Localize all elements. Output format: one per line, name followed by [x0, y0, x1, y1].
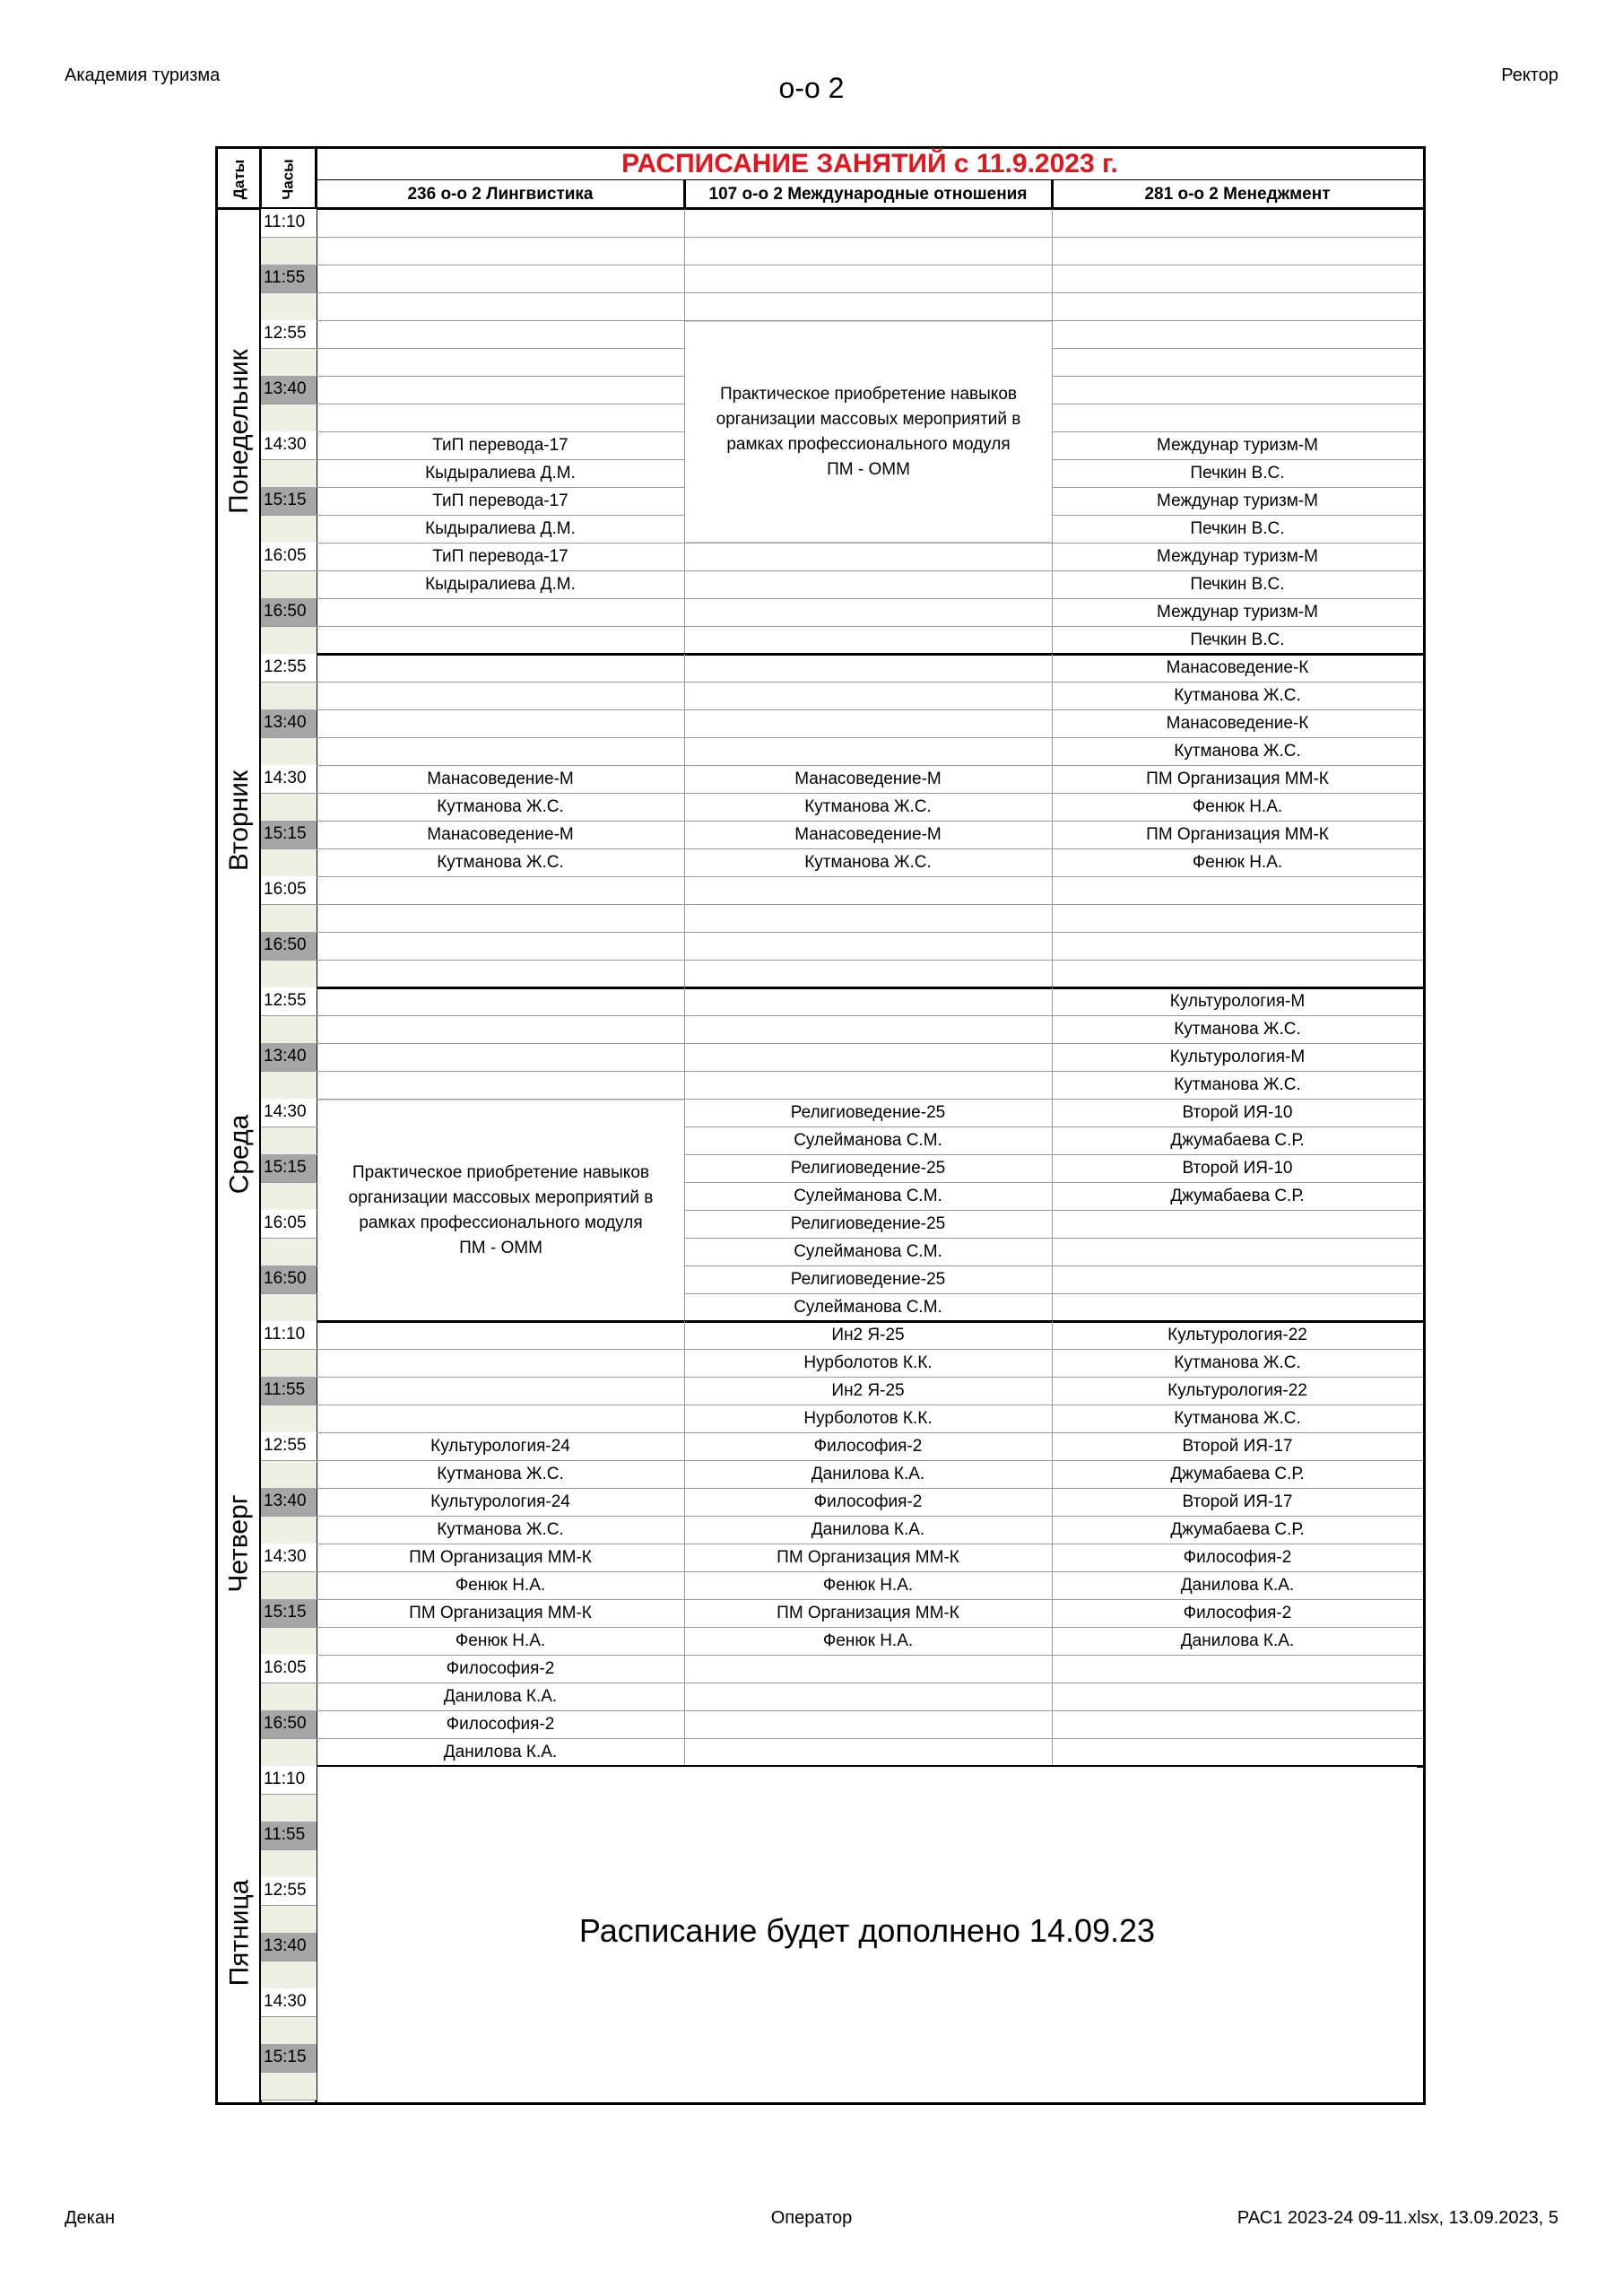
schedule-cell: Манасоведение-М: [427, 769, 574, 788]
schedule-cell: [684, 1738, 1052, 1766]
col-hours-label: Часы: [280, 158, 297, 200]
schedule-cell: [317, 876, 684, 904]
schedule-cell: Данилова К.А.: [443, 1686, 558, 1706]
time-slot: 14:30: [261, 431, 317, 459]
time-slot: 13:40: [261, 1488, 317, 1516]
schedule-cell: ТиП перевода-17: [432, 546, 568, 566]
time-slot: 12:55: [261, 1877, 317, 1905]
schedule-cell: ПМ Организация ММ-К: [409, 1603, 592, 1622]
schedule-cell: [317, 1405, 684, 1432]
schedule-cell: Ин2 Я-25: [831, 1380, 905, 1400]
schedule-cell: [317, 1321, 684, 1349]
schedule-cell: [317, 237, 684, 265]
schedule-cell: [1052, 960, 1423, 987]
schedule-cell: Второй ИЯ-10: [1182, 1158, 1293, 1178]
schedule-cell: Религиоведение-25: [790, 1158, 946, 1178]
schedule-cell: Кутманова Ж.С.: [437, 1519, 564, 1539]
schedule-cell: Фенюк Н.А.: [455, 1631, 546, 1650]
schedule-cell: Культурология-22: [1167, 1325, 1307, 1344]
schedule-cell: Культурология-24: [430, 1436, 570, 1456]
schedule-cell: [1052, 237, 1423, 265]
schedule-cell: Ин2 Я-25: [831, 1325, 905, 1344]
header-left: Академия туризма: [65, 65, 221, 85]
schedule-cell: [317, 404, 684, 431]
schedule-cell: Сулейманова С.М.: [794, 1297, 942, 1317]
schedule-cell: [684, 598, 1052, 626]
schedule-cell: Фенюк Н.А.: [1192, 852, 1283, 872]
schedule-cell: Философия-2: [813, 1436, 923, 1456]
schedule-cell: [317, 1349, 684, 1377]
day-name-1: [218, 209, 261, 654]
schedule-cell: [1052, 209, 1423, 237]
schedule-cell: [1052, 320, 1423, 348]
schedule-cell: Фенюк Н.А.: [822, 1631, 914, 1650]
schedule-cell: Джумабаева С.Р.: [1170, 1464, 1305, 1483]
schedule-cell: [1052, 904, 1423, 932]
time-slot: 16:50: [261, 1710, 317, 1738]
schedule-cell: Сулейманова С.М.: [794, 1186, 942, 1205]
schedule-cell: ПМ Организация ММ-К: [1146, 769, 1329, 788]
schedule-cell: Философия-2: [446, 1714, 555, 1734]
time-slot: 16:05: [261, 543, 317, 570]
schedule-cell: Кутманова Ж.С.: [1174, 1074, 1301, 1094]
schedule-cell: Данилова К.А.: [811, 1519, 925, 1539]
schedule-cell: [1052, 1655, 1423, 1683]
footer-left: Декан: [65, 2208, 116, 2228]
schedule-cell: Печкин В.С.: [1190, 574, 1285, 594]
day-name-4: [218, 1321, 261, 1766]
time-slot: 13:40: [261, 1043, 317, 1071]
schedule-cell: Печкин В.С.: [1190, 630, 1285, 649]
schedule-cell: Данилова К.А.: [811, 1464, 925, 1483]
schedule-cell: Междунар туризм-М: [1157, 491, 1318, 510]
friday-note: Расписание будет дополнено 14.09.23: [317, 1767, 1417, 2095]
schedule-cell: [317, 376, 684, 404]
schedule-cell: Междунар туризм-М: [1157, 435, 1318, 455]
schedule-cell: [684, 654, 1052, 682]
schedule-cell: [684, 570, 1052, 598]
schedule-cell: [317, 1071, 684, 1099]
time-slot: 13:40: [261, 376, 317, 404]
schedule-cell: [684, 1071, 1052, 1099]
time-slot: 15:15: [261, 821, 317, 848]
schedule-cell: [684, 876, 1052, 904]
time-slot: 15:15: [261, 2044, 317, 2072]
schedule-cell: Религиоведение-25: [790, 1269, 946, 1289]
schedule-cell: ПМ Организация ММ-К: [777, 1547, 959, 1567]
schedule-cell: [1052, 376, 1423, 404]
footer-center: Оператор: [770, 2208, 853, 2228]
time-slot: 11:55: [261, 1822, 317, 1849]
day-name-label: Понедельник: [224, 349, 254, 514]
schedule-cell: [1052, 876, 1423, 904]
schedule-cell: [317, 1015, 684, 1043]
time-slot: 16:50: [261, 1265, 317, 1293]
schedule-cell: ПМ Организация ММ-К: [777, 1603, 959, 1622]
time-slot: 16:50: [261, 598, 317, 626]
time-slot: 15:15: [261, 1154, 317, 1182]
schedule-cell: [317, 932, 684, 960]
schedule-cell: [1052, 1238, 1423, 1265]
schedule-cell: [1052, 1265, 1423, 1293]
schedule-cell: Кутманова Ж.С.: [1174, 1352, 1301, 1372]
day-name-3: [218, 987, 261, 1321]
schedule-cell: Философия-2: [813, 1492, 923, 1511]
group-header-1: 236 о-о 2 Лингвистика: [407, 184, 594, 204]
schedule-cell: Данилова К.А.: [443, 1742, 558, 1761]
time-slot: 16:05: [261, 876, 317, 904]
schedule-cell: [317, 209, 684, 237]
schedule-cell: [317, 348, 684, 376]
col-dates-header: [218, 149, 261, 209]
time-slot: 12:55: [261, 1432, 317, 1460]
schedule-cell: [317, 626, 684, 654]
group-header-2: 107 о-о 2 Международные отношения: [708, 184, 1028, 204]
col-hours-header: [261, 149, 317, 209]
schedule-cell: Кыдыралиева Д.М.: [425, 574, 576, 594]
time-slot: 16:50: [261, 932, 317, 960]
time-slot: 11:55: [261, 265, 317, 292]
schedule-cell: Данилова К.А.: [1180, 1631, 1295, 1650]
schedule-cell: ПМ Организация ММ-К: [409, 1547, 592, 1567]
schedule-cell: Кутманова Ж.С.: [1174, 1408, 1301, 1428]
schedule-cell: [684, 237, 1052, 265]
day-name-label: Пятница: [224, 1879, 254, 1987]
header-right: Ректор: [1501, 65, 1558, 85]
header-center: о-о 2: [778, 72, 845, 104]
schedule-cell: Кутманова Ж.С.: [804, 852, 932, 872]
schedule-cell: Кутманова Ж.С.: [437, 796, 564, 816]
schedule-cell: [317, 292, 684, 320]
schedule-cell: [1052, 1293, 1423, 1321]
schedule-cell: Кыдыралиева Д.М.: [425, 518, 576, 538]
schedule-cell: Манасоведение-М: [794, 824, 942, 844]
schedule-cell: [684, 960, 1052, 987]
group-header-3: 281 о-о 2 Менеджмент: [1144, 184, 1331, 204]
schedule-cell: Кутманова Ж.С.: [437, 852, 564, 872]
schedule-cell: ТиП перевода-17: [432, 435, 568, 455]
day-name-label: Среда: [224, 1114, 255, 1195]
merged-practice-block: Практическое приобретение навыков организации массовых мероприятий в рамках профессионального модуля ПМ - ОММ: [317, 1100, 684, 1321]
schedule-cell: [1052, 1210, 1423, 1238]
schedule-cell: [684, 292, 1052, 320]
schedule-cell: Культурология-22: [1167, 1380, 1307, 1400]
schedule-cell: Данилова К.А.: [1180, 1575, 1295, 1595]
time-slot: 13:40: [261, 1933, 317, 1961]
schedule-cell: Междунар туризм-М: [1157, 602, 1318, 622]
schedule-cell: [317, 737, 684, 765]
schedule-cell: Второй ИЯ-17: [1182, 1492, 1293, 1511]
schedule-cell: [684, 932, 1052, 960]
schedule-cell: [684, 1043, 1052, 1071]
schedule-cell: [317, 987, 684, 1015]
schedule-cell: Междунар туризм-М: [1157, 546, 1318, 566]
day-name-5: [218, 1766, 261, 2100]
time-slot: 15:15: [261, 487, 317, 515]
schedule-cell: [684, 543, 1052, 570]
schedule-cell: [317, 654, 684, 682]
schedule-cell: Религиоведение-25: [790, 1213, 946, 1233]
schedule-title: РАСПИСАНИЕ ЗАНЯТИЙ с 11.9.2023 г.: [621, 149, 1118, 178]
schedule-cell: [684, 709, 1052, 737]
schedule-cell: [317, 709, 684, 737]
schedule-cell: ПМ Организация ММ-К: [1146, 824, 1329, 844]
schedule-cell: Кутманова Ж.С.: [1174, 685, 1301, 705]
schedule-cell: Джумабаева С.Р.: [1170, 1186, 1305, 1205]
schedule-cell: Фенюк Н.А.: [1192, 796, 1283, 816]
schedule-cell: [317, 682, 684, 709]
schedule-cell: Философия-2: [1183, 1547, 1292, 1567]
time-slot: 12:55: [261, 654, 317, 682]
schedule-cell: Культурология-М: [1169, 991, 1306, 1011]
schedule-cell: ТиП перевода-17: [432, 491, 568, 510]
schedule-cell: [684, 904, 1052, 932]
time-slot: 11:10: [261, 209, 317, 237]
schedule-table: [215, 146, 1426, 2105]
schedule-cell: [1052, 1683, 1423, 1710]
schedule-cell: [317, 598, 684, 626]
schedule-cell: Философия-2: [1183, 1603, 1292, 1622]
col-dates-label: Даты: [230, 159, 247, 199]
schedule-cell: Религиоведение-25: [790, 1102, 946, 1122]
time-slot: 15:15: [261, 1599, 317, 1627]
time-slot: 13:40: [261, 709, 317, 737]
merged-practice-block: Практическое приобретение навыков организации массовых мероприятий в рамках профессионального модуля ПМ - ОММ: [685, 321, 1052, 543]
schedule-cell: Кутманова Ж.С.: [1174, 741, 1301, 761]
schedule-cell: [684, 1683, 1052, 1710]
time-slot: 11:55: [261, 1377, 317, 1405]
schedule-cell: Сулейманова С.М.: [794, 1130, 942, 1150]
schedule-cell: [1052, 348, 1423, 376]
schedule-cell: Нурболотов К.К.: [803, 1408, 933, 1428]
schedule-cell: Кыдыралиева Д.М.: [425, 463, 576, 483]
schedule-cell: Кутманова Ж.С.: [437, 1464, 564, 1483]
schedule-cell: [317, 320, 684, 348]
schedule-cell: Манасоведение-К: [1166, 713, 1309, 733]
schedule-cell: [684, 265, 1052, 292]
day-name-2: [218, 654, 261, 987]
schedule-cell: [317, 265, 684, 292]
footer-right: РАС1 2023-24 09-11.xlsx, 13.09.2023, 5: [1237, 2208, 1558, 2228]
time-slot: 11:10: [261, 1766, 317, 1794]
schedule-cell: Фенюк Н.А.: [455, 1575, 546, 1595]
schedule-cell: Сулейманова С.М.: [794, 1241, 942, 1261]
schedule-cell: Кутманова Ж.С.: [804, 796, 932, 816]
schedule-cell: [684, 682, 1052, 709]
schedule-cell: Нурболотов К.К.: [803, 1352, 933, 1372]
schedule-cell: Культурология-24: [430, 1492, 570, 1511]
schedule-cell: [317, 1377, 684, 1405]
time-slot: 11:10: [261, 1321, 317, 1349]
schedule-cell: Джумабаева С.Р.: [1170, 1519, 1305, 1539]
schedule-cell: [317, 960, 684, 987]
schedule-cell: Печкин В.С.: [1190, 518, 1285, 538]
schedule-cell: [684, 737, 1052, 765]
day-name-label: Вторник: [224, 770, 254, 872]
schedule-cell: [1052, 404, 1423, 431]
schedule-cell: [684, 987, 1052, 1015]
schedule-cell: Второй ИЯ-10: [1182, 1102, 1293, 1122]
time-slot: 16:05: [261, 1655, 317, 1683]
schedule-cell: [317, 1043, 684, 1071]
schedule-cell: [1052, 265, 1423, 292]
schedule-cell: Фенюк Н.А.: [822, 1575, 914, 1595]
schedule-cell: [684, 1015, 1052, 1043]
schedule-cell: [1052, 1738, 1423, 1766]
schedule-cell: Печкин В.С.: [1190, 463, 1285, 483]
schedule-cell: Манасоведение-М: [427, 824, 574, 844]
schedule-cell: [684, 209, 1052, 237]
schedule-cell: [684, 1710, 1052, 1738]
schedule-cell: Манасоведение-М: [794, 769, 942, 788]
schedule-cell: [684, 626, 1052, 654]
schedule-cell: [1052, 1710, 1423, 1738]
time-slot: 12:55: [261, 320, 317, 348]
schedule-cell: Культурология-М: [1169, 1047, 1306, 1066]
schedule-cell: Второй ИЯ-17: [1182, 1436, 1293, 1456]
schedule-cell: Кутманова Ж.С.: [1174, 1019, 1301, 1039]
time-slot: 14:30: [261, 1099, 317, 1126]
schedule-cell: [317, 904, 684, 932]
schedule-cell: [1052, 292, 1423, 320]
schedule-cell: [684, 1655, 1052, 1683]
time-slot: 14:30: [261, 1544, 317, 1571]
schedule-cell: [1052, 932, 1423, 960]
time-slot: 14:30: [261, 765, 317, 793]
time-slot: 16:05: [261, 1210, 317, 1238]
day-name-label: Четверг: [224, 1494, 254, 1593]
schedule-cell: Философия-2: [446, 1658, 555, 1678]
schedule-cell: Манасоведение-К: [1166, 657, 1309, 677]
time-slot: 12:55: [261, 987, 317, 1015]
time-slot: 14:30: [261, 1988, 317, 2016]
schedule-cell: Джумабаева С.Р.: [1170, 1130, 1305, 1150]
